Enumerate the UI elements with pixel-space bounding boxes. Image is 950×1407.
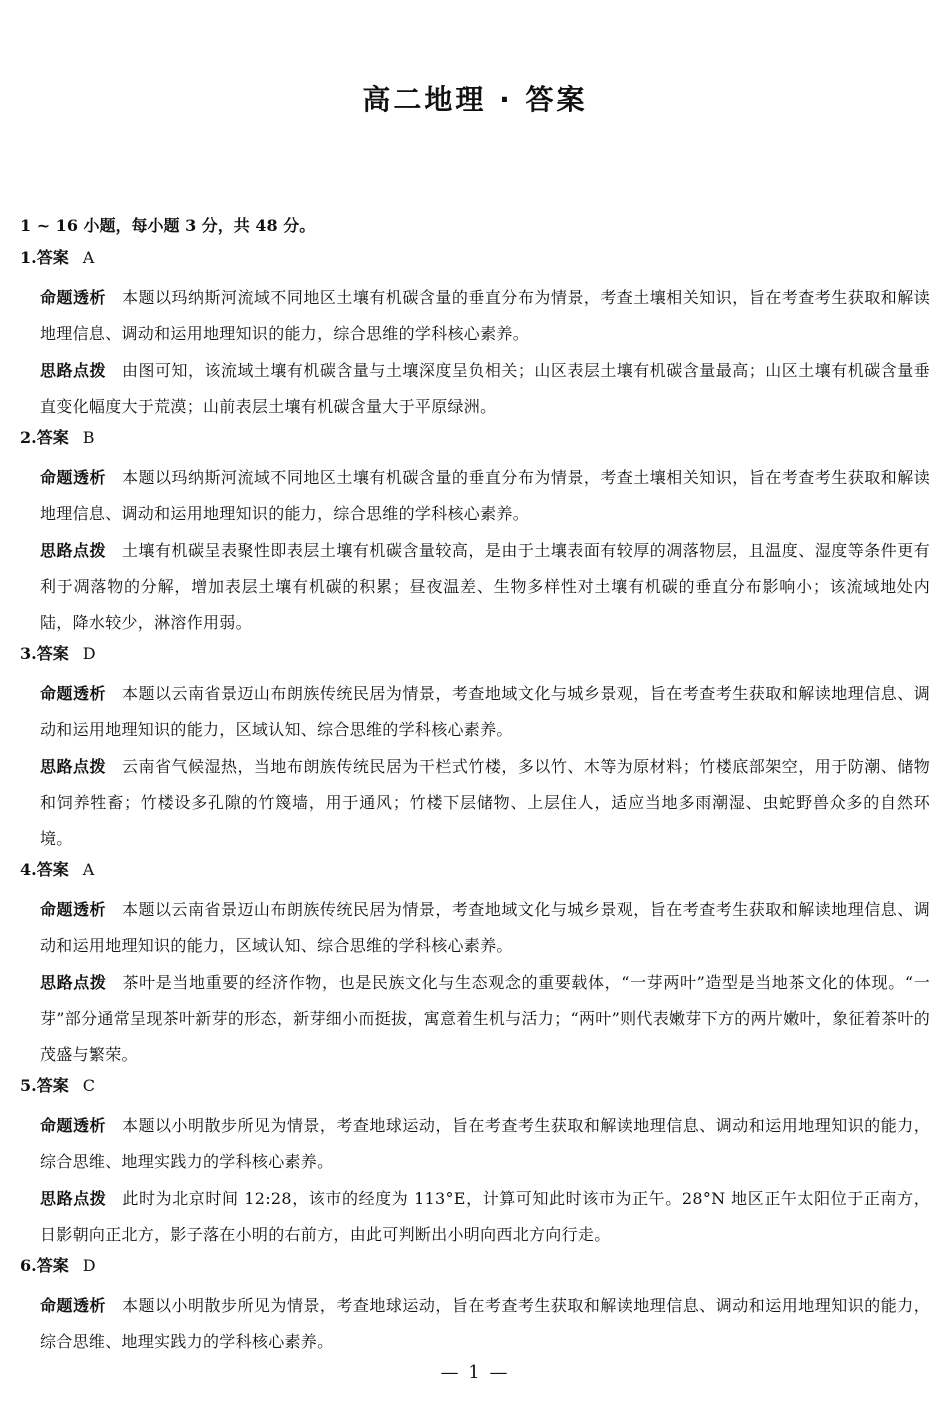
intro-line: 1 ~ 16 小题，每小题 3 分，共 48 分。 [20, 216, 316, 235]
question-number: 4. [20, 860, 37, 879]
analysis-paragraph [40, 460, 930, 532]
hint-paragraph [40, 1181, 930, 1253]
question-number: 2. [20, 428, 37, 447]
answer-value: A [82, 860, 95, 879]
question-header [20, 246, 930, 270]
question-header [20, 1254, 930, 1278]
answer-value: D [82, 1256, 96, 1275]
analysis-text: 本题以云南省景迈山布朗族传统民居为情景，考查地域文化与城乡景观，旨在考查考生获取和解读地理信息、调动和运用地理知识的能力，区域认知、综合思维的学科核心素养。 [40, 684, 931, 739]
question-5 [20, 1074, 930, 1253]
hint-label: 思路点拨 [40, 541, 106, 560]
analysis-text: 本题以小明散步所见为情景，考查地球运动，旨在考查考生获取和解读地理信息、调动和运用地理知识的能力，综合思维、地理实践力的学科核心素养。 [40, 1116, 931, 1171]
hint-text: 由图可知，该流域土壤有机碳含量与土壤深度呈负相关；山区表层土壤有机碳含量最高；山区土壤有机碳含量垂直变化幅度大于荒漠；山前表层土壤有机碳含量大于平原绿洲。 [40, 361, 931, 416]
hint-paragraph [40, 749, 930, 857]
answer-label: 答案 [36, 644, 69, 663]
answer-label: 答案 [36, 428, 69, 447]
hint-label: 思路点拨 [40, 1189, 107, 1208]
analysis-paragraph [40, 676, 930, 748]
analysis-paragraph [40, 1108, 930, 1180]
analysis-text: 本题以玛纳斯河流域不同地区土壤有机碳含量的垂直分布为情景，考查土壤相关知识，旨在考查考生获取和解读地理信息、调动和运用地理知识的能力，综合思维的学科核心素养。 [40, 468, 931, 523]
analysis-label: 命题透析 [40, 288, 106, 307]
hint-text: 茶叶是当地重要的经济作物，也是民族文化与生态观念的重要载体，“一芽两叶”造型是当地茶文化的体现。“一芽”部分通常呈现茶叶新芽的形态，新芽细小而挺拔，寓意着生机与活力；“两叶”则代表嫩芽下方的两片嫩叶，象征着茶叶的茂盛与繁荣。 [40, 973, 931, 1064]
analysis-label: 命题透析 [40, 1116, 106, 1135]
analysis-label: 命题透析 [40, 468, 106, 487]
hint-label: 思路点拨 [40, 973, 107, 992]
analysis-text: 本题以小明散步所见为情景，考查地球运动，旨在考查考生获取和解读地理信息、调动和运用地理知识的能力，综合思维、地理实践力的学科核心素养。 [40, 1296, 931, 1351]
answer-value: D [82, 644, 96, 663]
question-number: 3. [20, 644, 37, 663]
hint-paragraph [40, 533, 930, 641]
question-4 [20, 858, 930, 1073]
question-header [20, 858, 930, 882]
question-header [20, 426, 930, 450]
answer-content [20, 214, 930, 1361]
question-1 [20, 246, 930, 425]
question-2 [20, 426, 930, 641]
hint-text: 此时为北京时间 12:28，该市的经度为 113°E，计算可知此时该市为正午。28°N 地区正午太阳位于正南方，日影朝向正北方，影子落在小明的右前方，由此可判断出小明向西北方向行走。 [40, 1189, 931, 1244]
answer-label: 答案 [36, 1256, 69, 1275]
analysis-text: 本题以云南省景迈山布朗族传统民居为情景，考查地域文化与城乡景观，旨在考查考生获取和解读地理信息、调动和运用地理知识的能力，区域认知、综合思维的学科核心素养。 [40, 900, 931, 955]
analysis-paragraph [40, 1288, 930, 1360]
analysis-paragraph [40, 892, 930, 964]
question-number: 5. [20, 1076, 37, 1095]
answer-value: C [82, 1076, 95, 1095]
answer-label: 答案 [36, 248, 69, 267]
analysis-paragraph [40, 280, 930, 352]
page-number: — 1 — [440, 1362, 510, 1383]
answer-value: B [82, 428, 95, 447]
question-number: 1. [20, 248, 37, 267]
hint-label: 思路点拨 [40, 361, 106, 380]
analysis-label: 命题透析 [40, 684, 106, 703]
answer-value: A [82, 248, 95, 267]
hint-paragraph [40, 353, 930, 425]
hint-label: 思路点拨 [40, 757, 106, 776]
question-header [20, 642, 930, 666]
hint-text: 土壤有机碳呈表聚性即表层土壤有机碳含量较高，是由于土壤表面有较厚的凋落物层，且温度、湿度等条件更有利于凋落物的分解，增加表层土壤有机碳的积累；昼夜温差、生物多样性对土壤有机碳的垂直分布影响小；该流域地处内陆，降水较少，淋溶作用弱。 [40, 541, 931, 632]
analysis-text: 本题以玛纳斯河流域不同地区土壤有机碳含量的垂直分布为情景，考查土壤相关知识，旨在考查考生获取和解读地理信息、调动和运用地理知识的能力，综合思维的学科核心素养。 [40, 288, 931, 343]
question-number: 6. [20, 1256, 37, 1275]
question-6 [20, 1254, 930, 1360]
question-header [20, 1074, 930, 1098]
answer-label: 答案 [36, 860, 69, 879]
answer-label: 答案 [36, 1076, 69, 1095]
page-title: 高二地理 · 答案 [362, 83, 588, 116]
hint-text: 云南省气候湿热，当地布朗族传统民居为干栏式竹楼，多以竹、木等为原材料；竹楼底部架空，用于防潮、储物和饲养牲畜；竹楼设多孔隙的竹篾墙，用于通风；竹楼下层储物、上层住人，适应当地多雨潮湿、虫蛇野兽众多的自然环境。 [40, 757, 931, 848]
analysis-label: 命题透析 [40, 900, 106, 919]
analysis-label: 命题透析 [40, 1296, 106, 1315]
question-3 [20, 642, 930, 857]
hint-paragraph [40, 965, 930, 1073]
